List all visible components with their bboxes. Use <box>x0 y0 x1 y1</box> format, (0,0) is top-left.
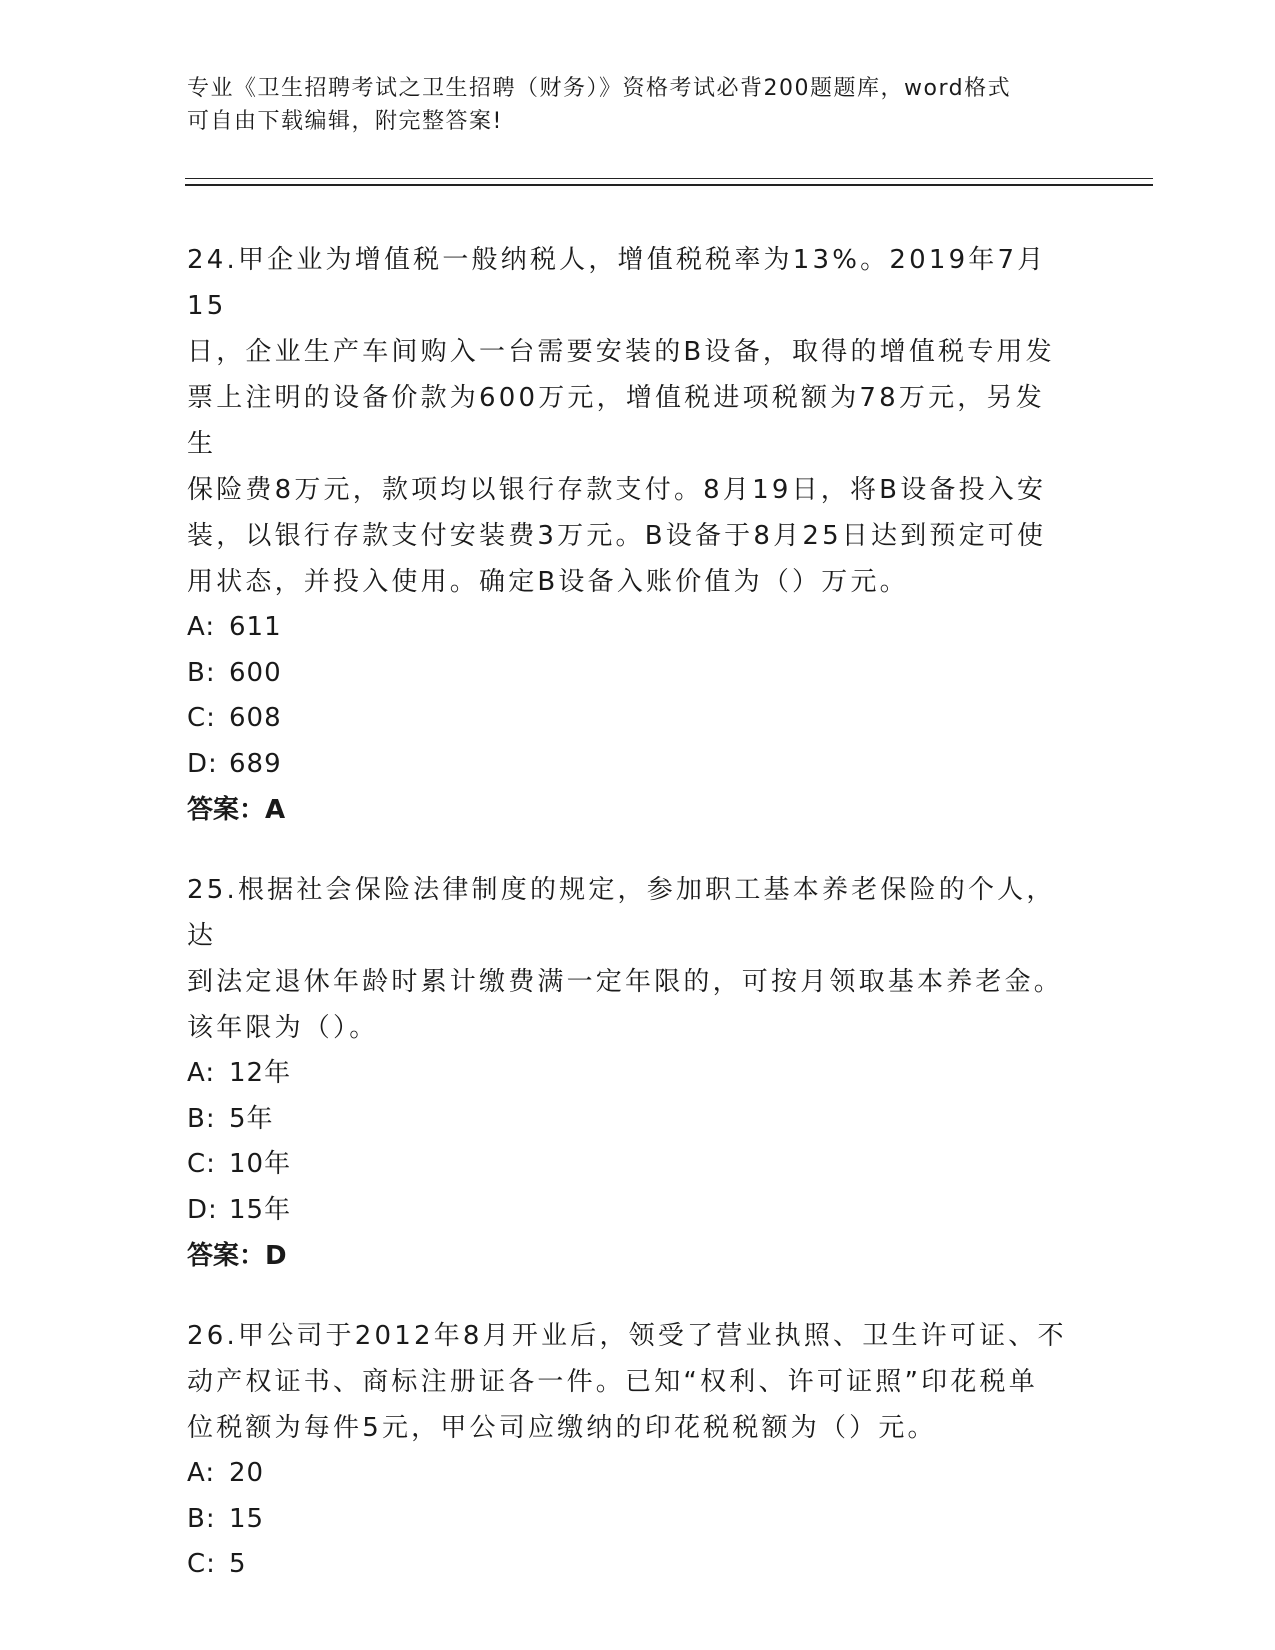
question-stem-line: 位税额为每件5元，甲公司应缴纳的印花税税额为（）元。 <box>187 1413 937 1443</box>
option-key: A: <box>187 1058 216 1088</box>
question-stem-line: 24.甲企业为增值税一般纳税人，增值税税率为13%。2019年7月15 <box>187 245 1047 321</box>
option-a <box>187 1051 1067 1097</box>
question-stem-line: 日，企业生产车间购入一台需要安装的B设备，取得的增值税专用发 <box>187 337 1055 367</box>
option-a <box>187 1451 1067 1497</box>
option-key: A: <box>187 612 216 642</box>
option-c <box>187 1142 1067 1188</box>
option-value: 608 <box>229 703 282 733</box>
option-value: 10年 <box>229 1149 292 1179</box>
question-stem-line: 装，以银行存款支付安装费3万元。B设备于8月25日达到预定可使 <box>187 521 1047 551</box>
question-stem-line: 票上注明的设备价款为600万元，增值税进项税额为78万元，另发生 <box>187 383 1045 459</box>
question-25 <box>187 867 1067 1279</box>
question-list <box>187 237 1067 1622</box>
question-stem-line: 26.甲公司于2012年8月开业后，领受了营业执照、卫生许可证、不 <box>187 1321 1067 1351</box>
option-value: 689 <box>229 748 282 779</box>
question-stem-line: 动产权证书、商标注册证各一件。已知“权利、许可证照”印花税单 <box>187 1367 1038 1397</box>
question-26 <box>187 1313 1067 1588</box>
option-value: 20 <box>229 1458 265 1488</box>
header-divider <box>185 178 1153 186</box>
option-value: 15 <box>229 1503 265 1534</box>
question-stem-line: 该年限为（）。 <box>187 1013 379 1043</box>
question-stem-line: 到法定退休年龄时累计缴费满一定年限的，可按月领取基本养老金。 <box>187 967 1064 997</box>
option-key: C: <box>187 1149 216 1179</box>
option-value: 5年 <box>229 1103 274 1134</box>
option-key: B: <box>187 1103 216 1134</box>
option-value: 5 <box>229 1549 247 1579</box>
option-d <box>187 1188 1067 1234</box>
option-value: 600 <box>229 657 282 688</box>
option-key: B: <box>187 657 216 688</box>
question-24 <box>187 237 1067 833</box>
option-key: A: <box>187 1458 216 1488</box>
option-value: 611 <box>229 612 282 642</box>
option-b <box>187 1097 1067 1143</box>
option-b <box>187 651 1067 697</box>
option-key: C: <box>187 1549 216 1579</box>
option-key: C: <box>187 703 216 733</box>
answer-line: 答案：A <box>187 795 286 825</box>
option-value: 12年 <box>229 1058 292 1088</box>
document-header <box>187 72 1067 138</box>
option-d <box>187 742 1067 788</box>
option-c <box>187 696 1067 742</box>
option-c <box>187 1542 1067 1588</box>
header-line-2: 可自由下载编辑，附完整答案! <box>187 109 503 134</box>
option-key: B: <box>187 1503 216 1534</box>
option-value: 15年 <box>229 1194 292 1225</box>
option-key: D: <box>187 748 218 779</box>
answer-line: 答案：D <box>187 1241 287 1271</box>
header-line-1: 专业《卫生招聘考试之卫生招聘（财务）》资格考试必背200题题库，word格式 <box>187 76 1012 101</box>
option-key: D: <box>187 1194 218 1225</box>
option-a <box>187 605 1067 651</box>
option-b <box>187 1497 1067 1543</box>
question-stem-line: 25.根据社会保险法律制度的规定，参加职工基本养老保险的个人，达 <box>187 875 1056 951</box>
question-stem-line: 用状态，并投入使用。确定B设备入账价值为（）万元。 <box>187 567 909 597</box>
question-stem-line: 保险费8万元，款项均以银行存款支付。8月19日，将B设备投入安 <box>187 475 1047 505</box>
